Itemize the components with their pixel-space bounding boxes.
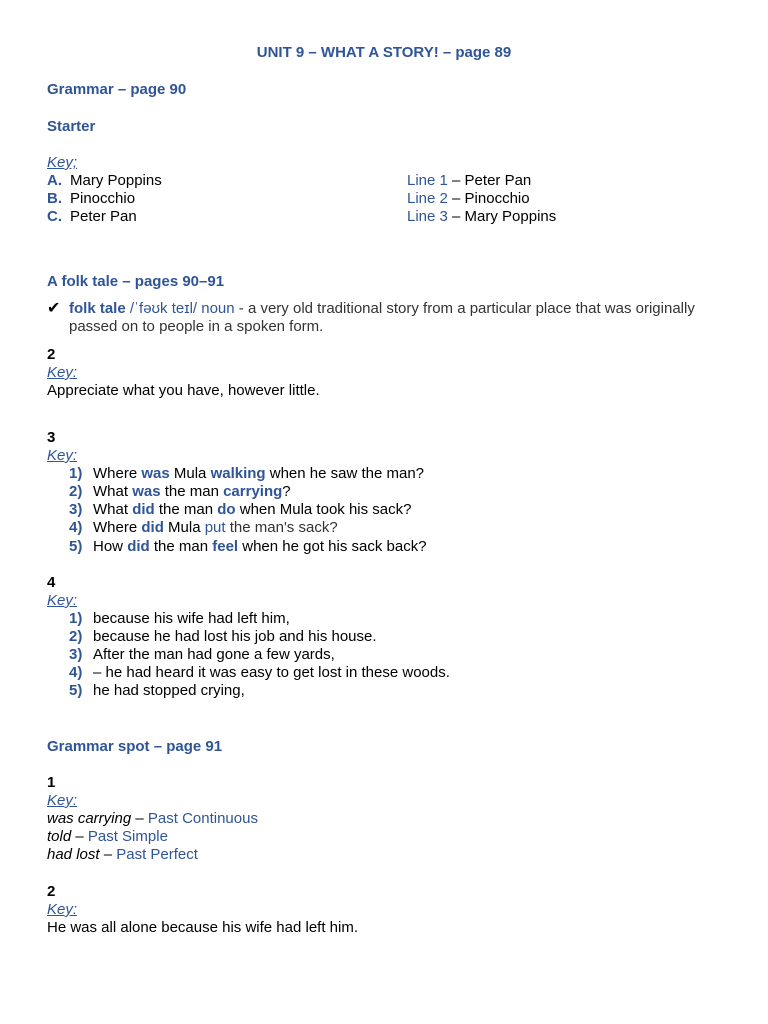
- gs-ex1-item-1: was carrying – Past Continuous: [47, 810, 258, 827]
- text: the man: [149, 538, 213, 555]
- item-text: Pinocchio: [70, 190, 136, 207]
- folk-tale-heading: A folk tale – pages 90–91: [47, 273, 225, 290]
- text: when he saw the man?: [265, 465, 425, 482]
- tense: Past Continuous: [147, 810, 258, 827]
- text: Mula: [163, 519, 205, 536]
- gs-ex1-key-label: Key:: [47, 792, 78, 809]
- main-verb: walking: [210, 465, 266, 482]
- folk-tale-definition: [69, 300, 729, 336]
- line-label: Line 1: [407, 172, 448, 189]
- ex3-key-label: Key:: [47, 447, 78, 464]
- aux-verb: did: [141, 519, 164, 536]
- text: when he got his sack back?: [238, 538, 427, 555]
- ex3-item-2: [69, 483, 291, 501]
- item-number: 1): [69, 465, 83, 482]
- ex3-item-4: [69, 519, 338, 537]
- starter-line-1: [407, 172, 531, 190]
- text: ?: [282, 483, 291, 500]
- item-text: because he had lost his job and his house.: [93, 628, 377, 645]
- ex4-item-1: [69, 610, 290, 628]
- tense: Past Simple: [87, 828, 168, 845]
- ex2-number: 2: [47, 346, 56, 363]
- line-answer: – Peter Pan: [452, 172, 532, 189]
- ex2-answer: Appreciate what you have, however little.: [47, 382, 320, 399]
- line-answer: – Pinocchio: [452, 190, 530, 207]
- gs-ex2-number: 2: [47, 883, 56, 900]
- starter-item-a: [47, 172, 162, 190]
- line-answer: – Mary Poppins: [452, 208, 557, 225]
- main-verb: do: [217, 501, 236, 518]
- text: What: [93, 483, 133, 500]
- text: Where: [93, 519, 142, 536]
- starter-item-b: [47, 190, 135, 208]
- gs-ex2-answer: He was all alone because his wife had left him.: [47, 919, 359, 936]
- item-text: Peter Pan: [70, 208, 137, 225]
- item-number: 4): [69, 664, 83, 681]
- ex4-item-4: [69, 664, 450, 682]
- item-text: Mary Poppins: [70, 172, 162, 189]
- starter-heading: Starter: [47, 118, 96, 135]
- item-text: he had stopped crying,: [93, 682, 245, 699]
- gs-ex1-item-3: had lost – Past Perfect: [47, 846, 198, 863]
- term: folk tale: [69, 300, 126, 317]
- item-number: 2): [69, 628, 83, 645]
- ex4-number: 4: [47, 574, 56, 591]
- text: What: [93, 501, 133, 518]
- starter-line-2: [407, 190, 530, 208]
- item-text: – he had heard it was easy to get lost in these woods.: [93, 664, 450, 681]
- gs-ex1-item-2: told – Past Simple: [47, 828, 168, 845]
- item-number: 5): [69, 682, 83, 699]
- starter-key-label: Key;: [47, 154, 78, 171]
- main-verb: put: [204, 519, 226, 536]
- item-letter: C.: [47, 208, 62, 225]
- check-icon: ✔: [47, 300, 61, 317]
- item-number: 2): [69, 483, 83, 500]
- item-number: 4): [69, 519, 83, 536]
- definition-text: - a very old traditional story from a particular place that was originally passed on to people in a spoken form.: [69, 300, 695, 335]
- ex3-item-5: [69, 538, 427, 556]
- text: the man: [160, 483, 224, 500]
- gs-ex1-number: 1: [47, 774, 56, 791]
- grammar-heading: Grammar – page 90: [47, 81, 187, 98]
- ex3-item-3: [69, 501, 411, 519]
- text: Where: [93, 465, 142, 482]
- aux-verb: was: [141, 465, 170, 482]
- main-verb: feel: [212, 538, 239, 555]
- aux-verb: did: [132, 501, 155, 518]
- ex4-item-3: [69, 646, 335, 664]
- aux-verb: was: [132, 483, 161, 500]
- item-letter: A.: [47, 172, 62, 189]
- ex2-key-label: Key:: [47, 364, 78, 381]
- text: the man's sack?: [225, 519, 338, 536]
- ex4-item-2: [69, 628, 377, 646]
- item-text: After the man had gone a few yards,: [93, 646, 335, 663]
- phonetic: /ˈfəʊk teɪl/: [129, 300, 198, 317]
- main-verb: carrying: [223, 483, 283, 500]
- phrase: had lost: [47, 846, 100, 863]
- item-number: 3): [69, 501, 83, 518]
- page-title: UNIT 9 – WHAT A STORY! – page 89: [256, 44, 512, 61]
- ex3-item-1: [69, 465, 424, 483]
- line-label: Line 2: [407, 190, 448, 207]
- phrase: told: [47, 828, 72, 845]
- ex4-key-label: Key:: [47, 592, 78, 609]
- part-of-speech: noun: [201, 300, 235, 317]
- text: when Mula took his sack?: [235, 501, 412, 518]
- starter-line-3: [407, 208, 556, 226]
- text: the man: [154, 501, 218, 518]
- grammar-spot-heading: Grammar spot – page 91: [47, 738, 223, 755]
- aux-verb: did: [127, 538, 150, 555]
- item-number: 5): [69, 538, 83, 555]
- item-number: 1): [69, 610, 83, 627]
- item-letter: B.: [47, 190, 62, 207]
- text: Mula: [169, 465, 211, 482]
- line-label: Line 3: [407, 208, 448, 225]
- gs-ex2-key-label: Key:: [47, 901, 78, 918]
- item-number: 3): [69, 646, 83, 663]
- text: How: [93, 538, 128, 555]
- phrase: was carrying: [47, 810, 132, 827]
- item-text: because his wife had left him,: [93, 610, 290, 627]
- ex4-item-5: [69, 682, 245, 700]
- tense: Past Perfect: [116, 846, 198, 863]
- starter-item-c: [47, 208, 137, 226]
- ex3-number: 3: [47, 429, 56, 446]
